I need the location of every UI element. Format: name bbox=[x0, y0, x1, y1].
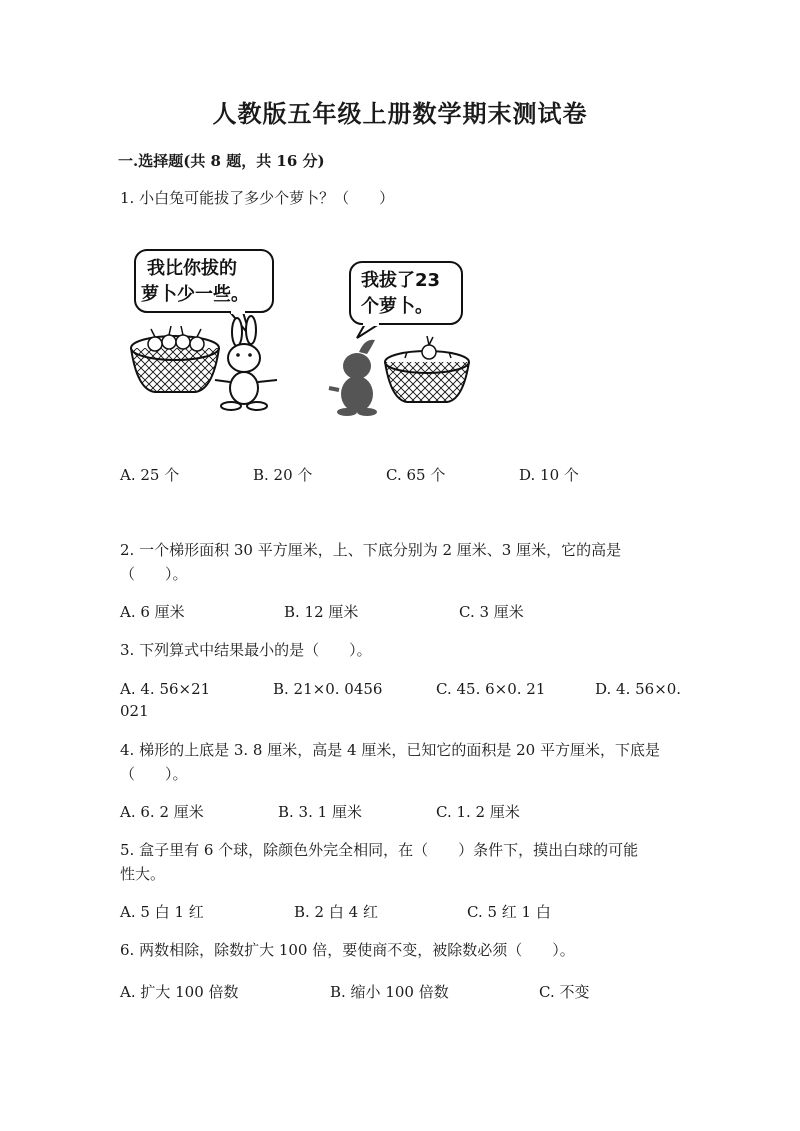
section-heading: 一.选择题(共 8 题，共 16 分) bbox=[118, 152, 325, 170]
question-1-illustration bbox=[125, 240, 470, 420]
bubble-left-line2: 萝卜少一些。 bbox=[141, 284, 249, 305]
question-3-option-c[interactable]: C. 45. 6×0. 21 bbox=[436, 680, 546, 698]
question-2-option-c[interactable]: C. 3 厘米 bbox=[459, 603, 524, 621]
question-3-option-d-wrap: 021 bbox=[120, 702, 149, 720]
speech-bubble-right bbox=[350, 262, 462, 338]
question-1-stem: 1. 小白兔可能拔了多少个萝卜？（ ） bbox=[120, 189, 395, 207]
question-1-option-d[interactable]: D. 10 个 bbox=[519, 466, 579, 484]
basket-right-icon bbox=[385, 336, 469, 402]
question-2-stem-line2: （ ）。 bbox=[120, 565, 188, 583]
question-3-option-b[interactable]: B. 21×0. 0456 bbox=[273, 680, 383, 698]
basket-left-icon bbox=[131, 326, 219, 392]
question-6-stem: 6. 两数相除，除数扩大 100 倍，要使商不变，被除数必须（ ）。 bbox=[120, 941, 575, 959]
question-1-option-a[interactable]: A. 25 个 bbox=[120, 466, 180, 484]
bubble-right-line2: 个萝卜。 bbox=[361, 296, 433, 317]
question-5-option-b[interactable]: B. 2 白 4 红 bbox=[294, 903, 378, 921]
question-4-stem-line2: （ ）。 bbox=[120, 765, 188, 783]
question-6-option-c[interactable]: C. 不变 bbox=[539, 983, 590, 1001]
question-1-option-b[interactable]: B. 20 个 bbox=[253, 466, 313, 484]
question-3-option-a[interactable]: A. 4. 56×21 bbox=[120, 680, 211, 698]
question-2-option-b[interactable]: B. 12 厘米 bbox=[284, 603, 359, 621]
white-rabbit-icon bbox=[215, 316, 277, 410]
question-5-option-a[interactable]: A. 5 白 1 红 bbox=[120, 903, 204, 921]
question-3-stem: 3. 下列算式中结果最小的是（ ）。 bbox=[120, 641, 372, 659]
dark-rabbit-icon bbox=[329, 340, 377, 416]
question-5-stem-line1: 5. 盒子里有 6 个球，除颜色外完全相同，在（ ）条件下，摸出白球的可能 bbox=[120, 841, 639, 859]
question-5-stem-line2: 性大。 bbox=[120, 865, 166, 883]
question-4-option-c[interactable]: C. 1. 2 厘米 bbox=[436, 803, 520, 821]
question-4-option-a[interactable]: A. 6. 2 厘米 bbox=[120, 803, 204, 821]
question-6-option-b[interactable]: B. 缩小 100 倍数 bbox=[330, 983, 449, 1001]
page-title: 人教版五年级上册数学期末测试卷 bbox=[212, 99, 588, 128]
question-2-option-a[interactable]: A. 6 厘米 bbox=[120, 603, 185, 621]
bubble-right-line1: 我拔了23 bbox=[361, 270, 441, 291]
question-2-stem-line1: 2. 一个梯形面积 30 平方厘米，上、下底分别为 2 厘米、3 厘米，它的高是 bbox=[120, 541, 622, 559]
question-5-option-c[interactable]: C. 5 红 1 白 bbox=[467, 903, 551, 921]
question-3-option-d[interactable]: D. 4. 56×0. bbox=[595, 680, 682, 698]
question-4-option-b[interactable]: B. 3. 1 厘米 bbox=[278, 803, 362, 821]
question-4-stem-line1: 4. 梯形的上底是 3. 8 厘米，高是 4 厘米，已知它的面积是 20 平方厘米，下底是 bbox=[120, 741, 660, 759]
question-6-option-a[interactable]: A. 扩大 100 倍数 bbox=[120, 983, 239, 1001]
bubble-left-line1: 我比你拔的 bbox=[147, 258, 237, 279]
question-1-option-c[interactable]: C. 65 个 bbox=[386, 466, 446, 484]
